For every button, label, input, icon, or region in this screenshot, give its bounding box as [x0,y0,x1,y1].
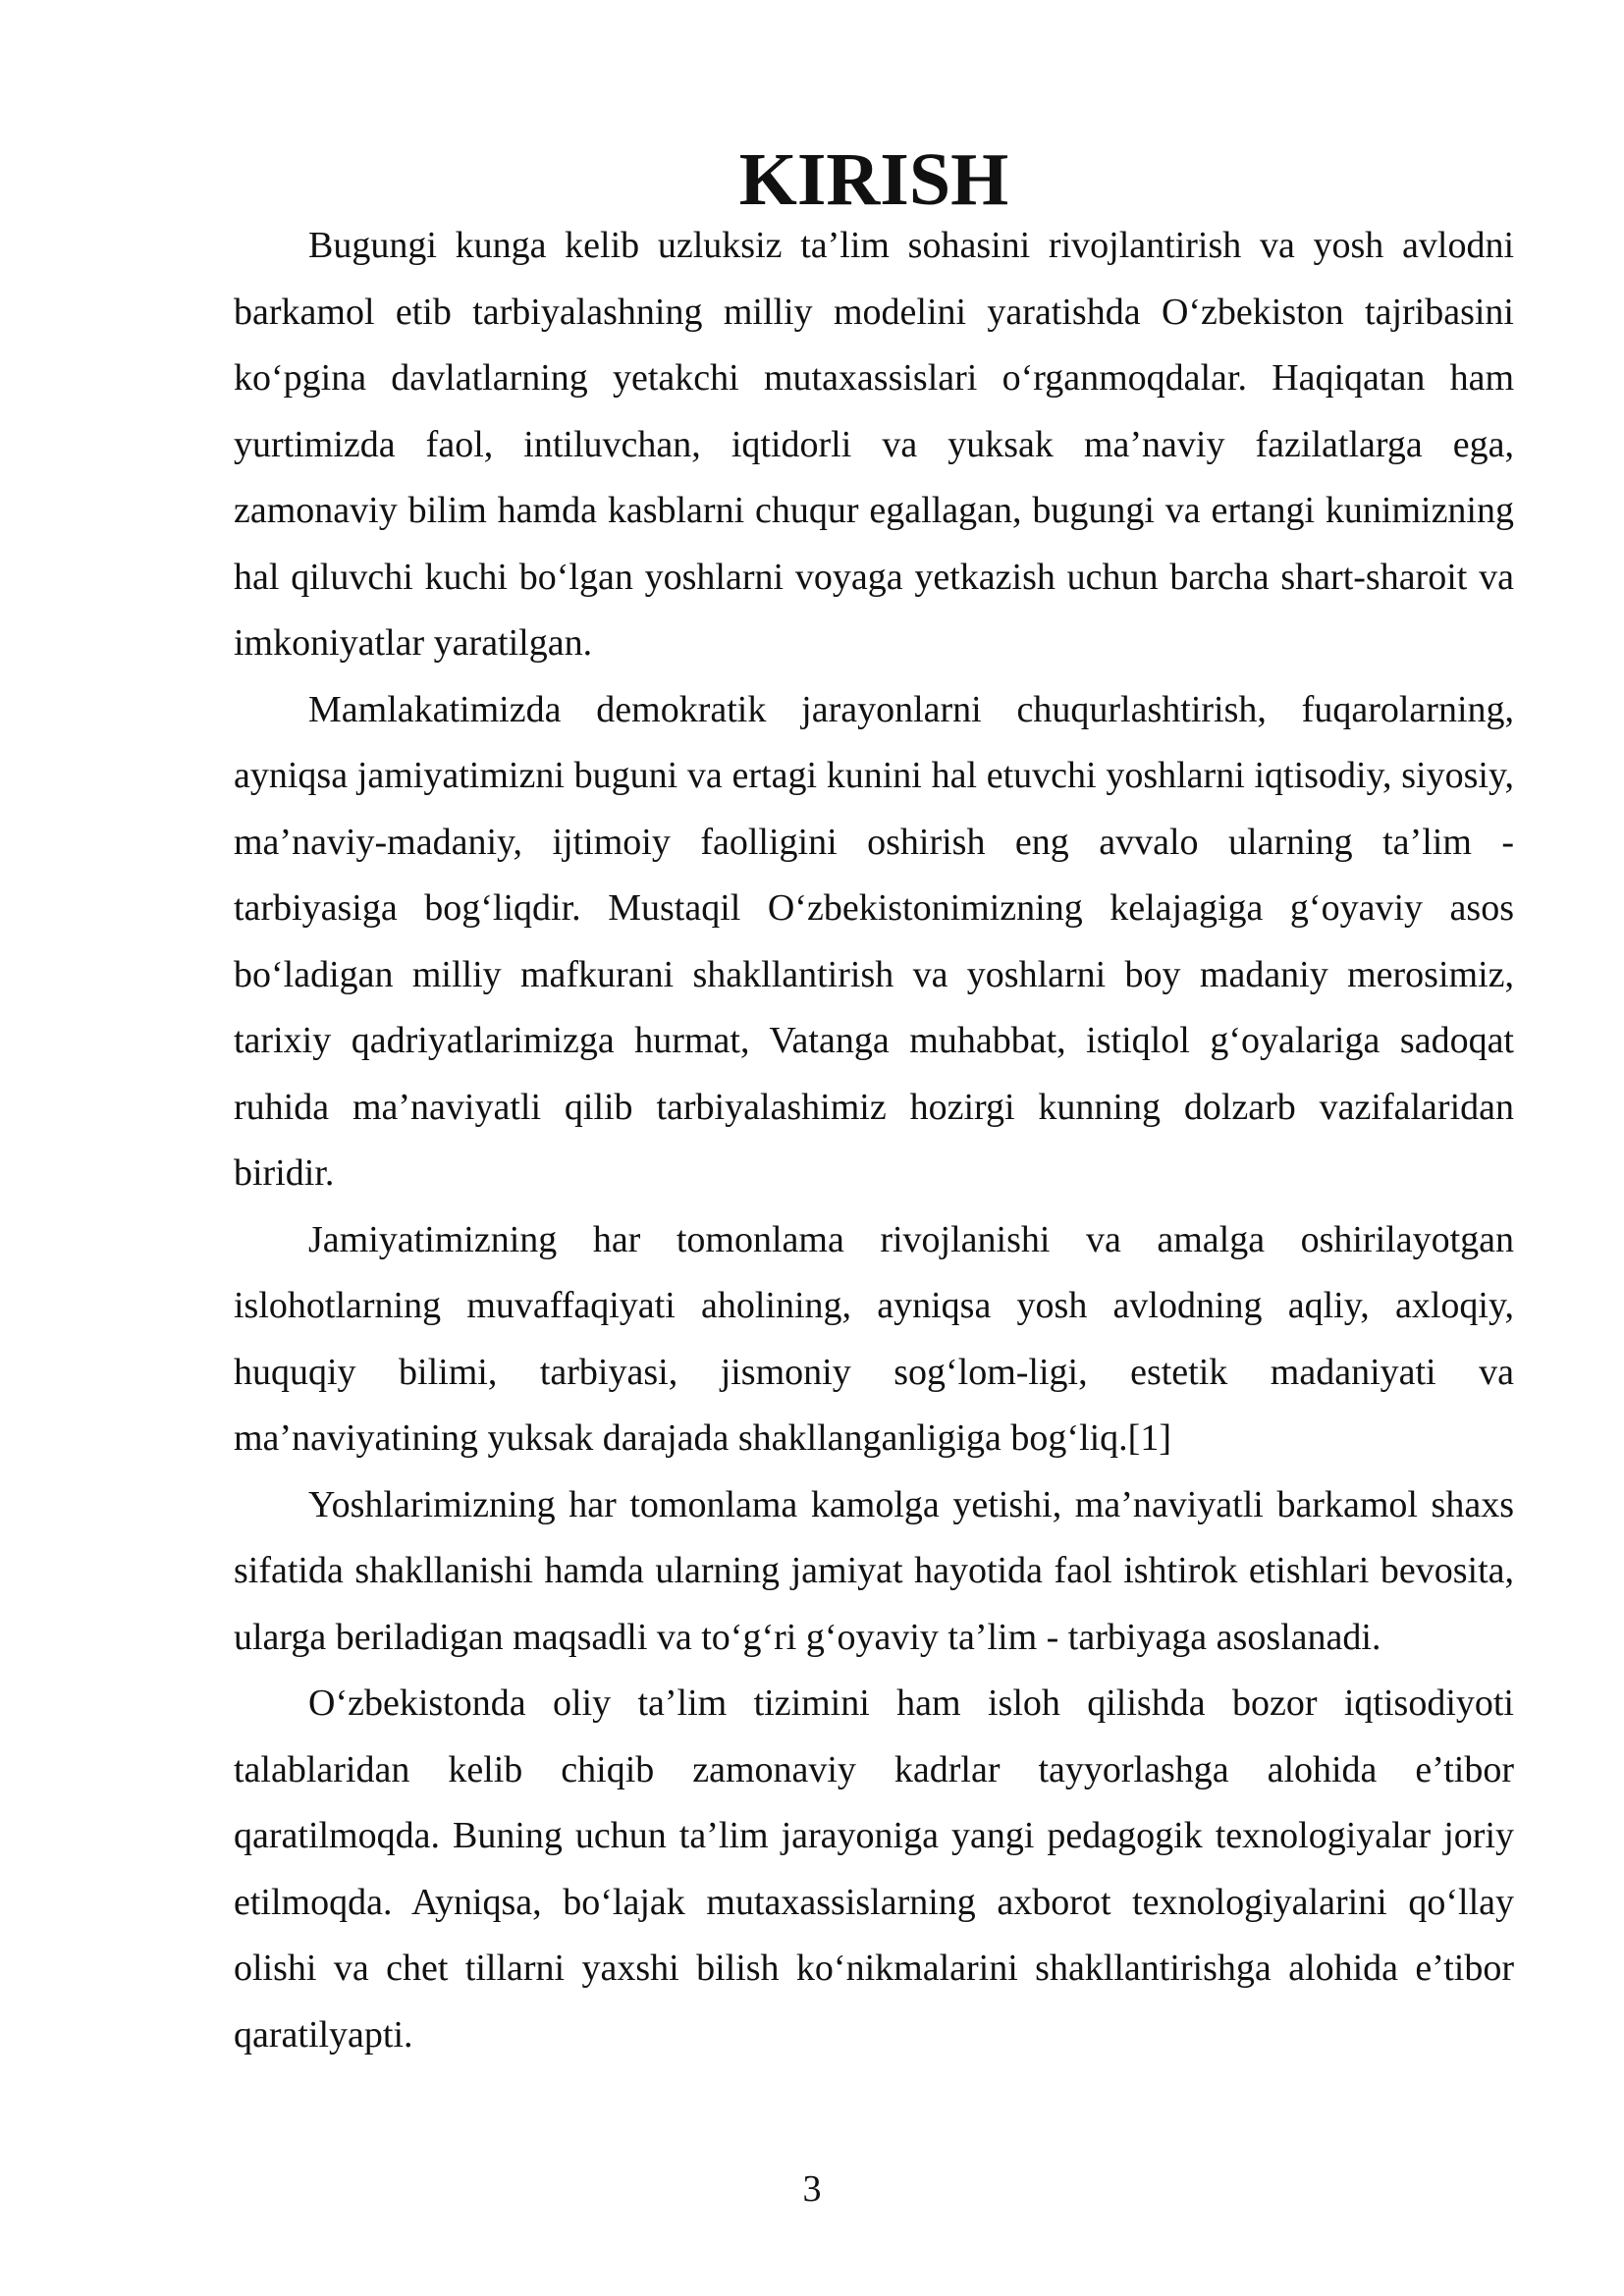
paragraph-5: O‘zbekistonda oliy ta’lim tizimini ham isloh qilishda bozor iqtisodiyoti talablaridan kelib chiqib zamonaviy kadrlar tayyorlashga alohida e’tibor qaratilmoqda. Buning uchun ta’lim jarayoniga yangi pedagogik texnologiyalar joriy etilmoqda. Ayniqsa, bo‘lajak mutaxassislarning axborot texnologiyalarini qo‘llay olishi va chet tillarni yaxshi bilish ko‘nikmalarini shakllantirishga alohida e’tibor qaratilyapti. [234,1682,1514,2056]
paragraph-3: Jamiyatimizning har tomonlama rivojlanishi va amalga oshirilayotgan islohotlarning muvaffaqiyati aholining, ayniqsa yosh avlodning aqliy, axloqiy, huquqiy bilimi, tarbiyasi, jismoniy sog‘lom-ligi, estetik madaniyati va ma’naviyatining yuksak darajada shakllanganligiga bog‘liq.[1] [234,1218,1514,1459]
page-number: 3 [802,2168,822,2210]
page-content [234,138,1514,2068]
paragraph-2: Mamlakatimizda demokratik jarayonlarni chuqurlashtirish, fuqarolarning, ayniqsa jamiyatimizni buguni va ertagi kunini hal etuvchi yoshlarni iqtisodiy, siyosiy, ma’naviy-madaniy, ijtimoiy faolligini oshirish eng avvalo ularning ta’lim - tarbiyasiga bog‘liqdir. Mustaqil O‘zbekistonimizning kelajagiga g‘oyaviy asos bo‘ladigan milliy mafkurani shakllantirish va yoshlarni boy madaniy merosimiz, tarixiy qadriyatlarimizga hurmat, Vatanga muhabbat, istiqlol g‘oyalariga sadoqat ruhida ma’naviyatli qilib tarbiyalashimiz hozirgi kunning dolzarb vazifalaridan biridir. [234,688,1514,1194]
section-title: KIRISH [738,138,1009,221]
paragraph-1: Bugungi kunga kelib uzluksiz ta’lim sohasini rivojlantirish va yosh avlodni barkamol etib tarbiyalashning milliy modelini yaratishda O‘zbekiston tajribasini ko‘pgina davlatlarning yetakchi mutaxassislari o‘rganmoqdalar. Haqiqatan ham yurtimizda faol, intiluvchan, iqtidorli va yuksak ma’naviy fazilatlarga ega, zamonaviy bilim hamda kasblarni chuqur egallagan, bugungi va ertangi kunimizning hal qiluvchi kuchi bo‘lgan yoshlarni voyaga yetkazish uchun barcha shart-sharoit va imkoniyatlar yaratilgan. [234,225,1514,664]
paragraph-4: Yoshlarimizning har tomonlama kamolga yetishi, ma’naviyatli barkamol shaxs sifatida shakllanishi hamda ularning jamiyat hayotida faol ishtirok etishlari bevosita, ularga beriladigan maqsadli va to‘g‘ri g‘oyaviy ta’lim - tarbiyaga asoslanadi. [234,1483,1514,1658]
